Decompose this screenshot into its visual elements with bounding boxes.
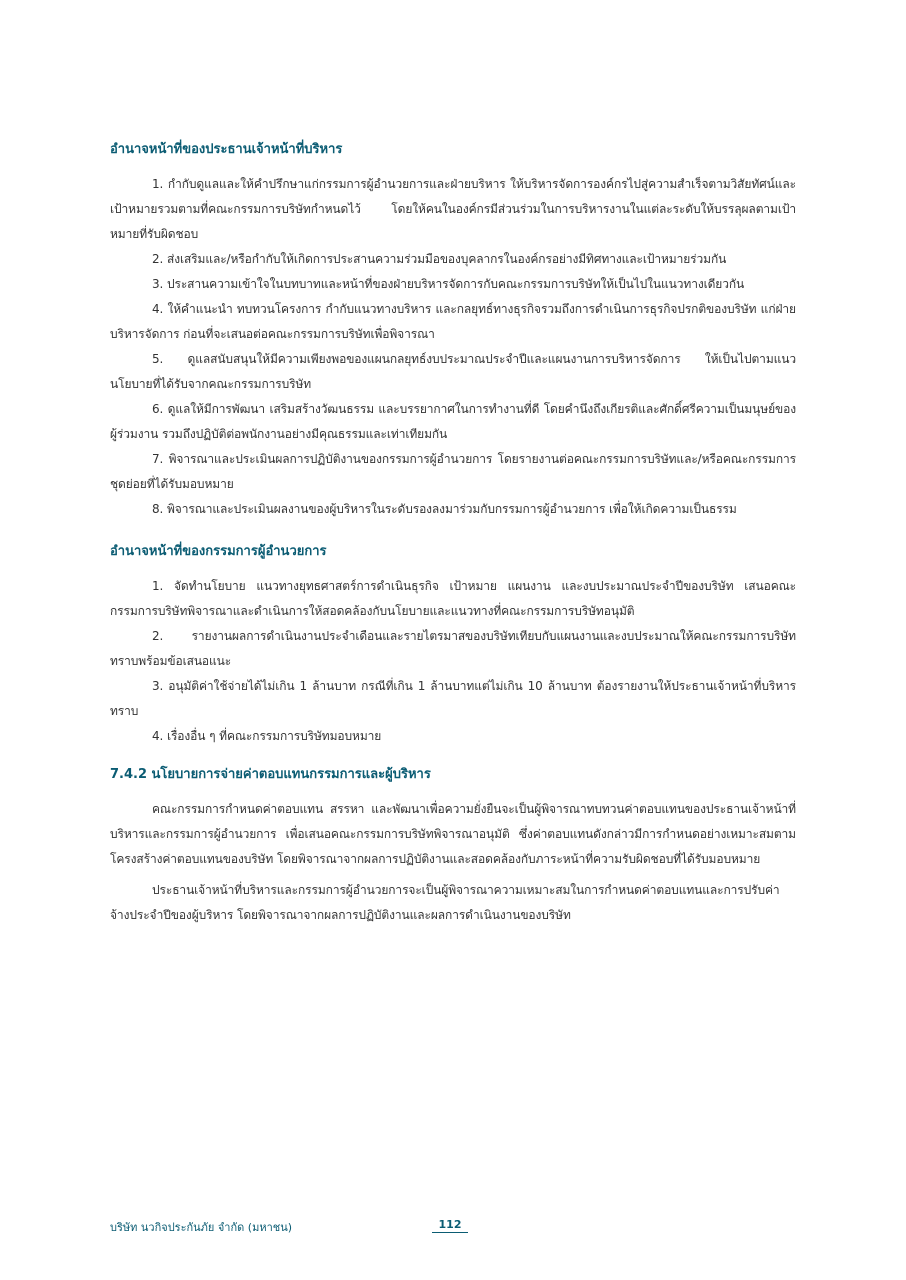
md-authority-item-4: 4. เรื่องอื่น ๆ ที่คณะกรรมการบริษัทมอบหมาย [152,729,382,743]
section-title-md-authority: อำนาจหน้าที่ของกรรมการผู้อำนวยการ [110,544,327,559]
ceo-authority-item-1: 1. กำกับดูแลและให้คำปรึกษาแก่กรรมการผู้อำนวยการและฝ่ายบริหาร ให้บริหารจัดการองค์กรไปสู่ความสำเร็จตามวิสัยทัศน์และเป้าหมายรวมตามที่คณะกรรมการบริษัทกำหนดไว้ โดยให้คนในองค์กรมีส่วนร่วมในการบริหารงานในแต่ละระดับให้บรรลุผลตามเป้าหมายที่รับผิดชอบ [110,177,796,241]
ceo-authority-item-7: 7. พิจารณาและประเมินผลการปฏิบัติงานของกรรมการผู้อำนวยการ โดยรายงานต่อคณะกรรมการบริษัทและ/หรือคณะกรรมการชุดย่อยที่ได้รับมอบหมาย [110,452,796,491]
section-title-ceo-authority: อำนาจหน้าที่ของประธานเจ้าหน้าที่บริหาร [110,142,343,157]
ceo-authority-item-3: 3. ประสานความเข้าใจในบทบาทและหน้าที่ของฝ่ายบริหารจัดการกับคณะกรรมการบริษัทให้เป็นไปในแนวทางเดียวกัน [152,277,745,291]
remuneration-paragraph-1: คณะกรรมการกำหนดค่าตอบแทน สรรหา และพัฒนาเพื่อความยั่งยืนจะเป็นผู้พิจารณาทบทวนค่าตอบแทนของประธานเจ้าหน้าที่บริหารและกรรมการผู้อำนวยการ เพื่อเสนอคณะกรรมการบริษัทพิจารณาอนุมัติ ซึ่งค่าตอบแทนดังกล่าวมีการกำหนดอย่างเหมาะสมตามโครงสร้างค่าตอบแทนของบริษัท โดยพิจารณาจากผลการปฏิบัติงานและสอดคล้องกับภาระหน้าที่ความรับผิดชอบที่ได้รับมอบหมาย [110,802,796,866]
md-authority-item-3: 3. อนุมัติค่าใช้จ่ายได้ไม่เกิน 1 ล้านบาท กรณีที่เกิน 1 ล้านบาทแต่ไม่เกิน 10 ล้านบาท ต้องรายงานให้ประธานเจ้าหน้าที่บริหารทราบ [110,679,796,718]
document-body [110,140,796,928]
remuneration-paragraph-2: ประธานเจ้าหน้าที่บริหารและกรรมการผู้อำนวยการจะเป็นผู้พิจารณาความเหมาะสมในการกำหนดค่าตอบแทนและการปรับค่าจ้างประจำปีของผู้บริหาร โดยพิจารณาจากผลการปฏิบัติงานและผลการดำเนินงานของบริษัท [110,883,780,922]
ceo-authority-item-6: 6. ดูแลให้มีการพัฒนา เสริมสร้างวัฒนธรรม และบรรยากาศในการทำงานที่ดี โดยคำนึงถึงเกียรติและศักดิ์ศรีความเป็นมนุษย์ของผู้ร่วมงาน รวมถึงปฏิบัติต่อพนักงานอย่างมีคุณธรรมและเท่าเทียมกัน [110,402,796,441]
footer-company-name: บริษัท นวกิจประกันภัย จำกัด (มหาชน) [110,1221,293,1234]
ceo-authority-item-2: 2. ส่งเสริมและ/หรือกำกับให้เกิดการประสานความร่วมมือของบุคลากรในองค์กรอย่างมีทิศทางและเป้าหมายร่วมกัน [152,252,727,266]
md-authority-item-2: 2. รายงานผลการดำเนินงานประจำเดือนและรายไตรมาสของบริษัทเทียบกับแผนงานและงบประมาณให้คณะกรรมการบริษัททราบพร้อมข้อเสนอแนะ [110,629,796,668]
md-authority-item-1: 1. จัดทำนโยบาย แนวทางยุทธศาสตร์การดำเนินธุรกิจ เป้าหมาย แผนงาน และงบประมาณประจำปีของบริษัท เสนอคณะกรรมการบริษัทพิจารณาและดำเนินการให้สอดคล้องกับนโยบายและแนวทางที่คณะกรรมการบริษัทอนุมัติ [110,579,796,618]
ceo-authority-item-8: 8. พิจารณาและประเมินผลงานของผู้บริหารในระดับรองลงมาร่วมกับกรรมการผู้อำนวยการ เพื่อให้เกิดความเป็นธรรม [152,502,737,516]
ceo-authority-item-5: 5. ดูแลสนับสนุนให้มีความเพียงพอของแผนกลยุทธ์งบประมาณประจำปีและแผนงานการบริหารจัดการ ให้เป็นไปตามแนวนโยบายที่ได้รับจากคณะกรรมการบริษัท [110,352,796,391]
page-number: 112 [432,1218,468,1233]
ceo-authority-item-4: 4. ให้คำแนะนำ ทบทวนโครงการ กำกับแนวทางบริหาร และกลยุทธ์ทางธุรกิจรวมถึงการดำเนินการธุรกิจปรกติของบริษัท แก่ฝ่ายบริหารจัดการ ก่อนที่จะเสนอต่อคณะกรรมการบริษัทเพื่อพิจารณา [110,302,796,341]
section-title-remuneration-policy: 7.4.2 นโยบายการจ่ายค่าตอบแทนกรรมการและผู้บริหาร [110,767,431,782]
